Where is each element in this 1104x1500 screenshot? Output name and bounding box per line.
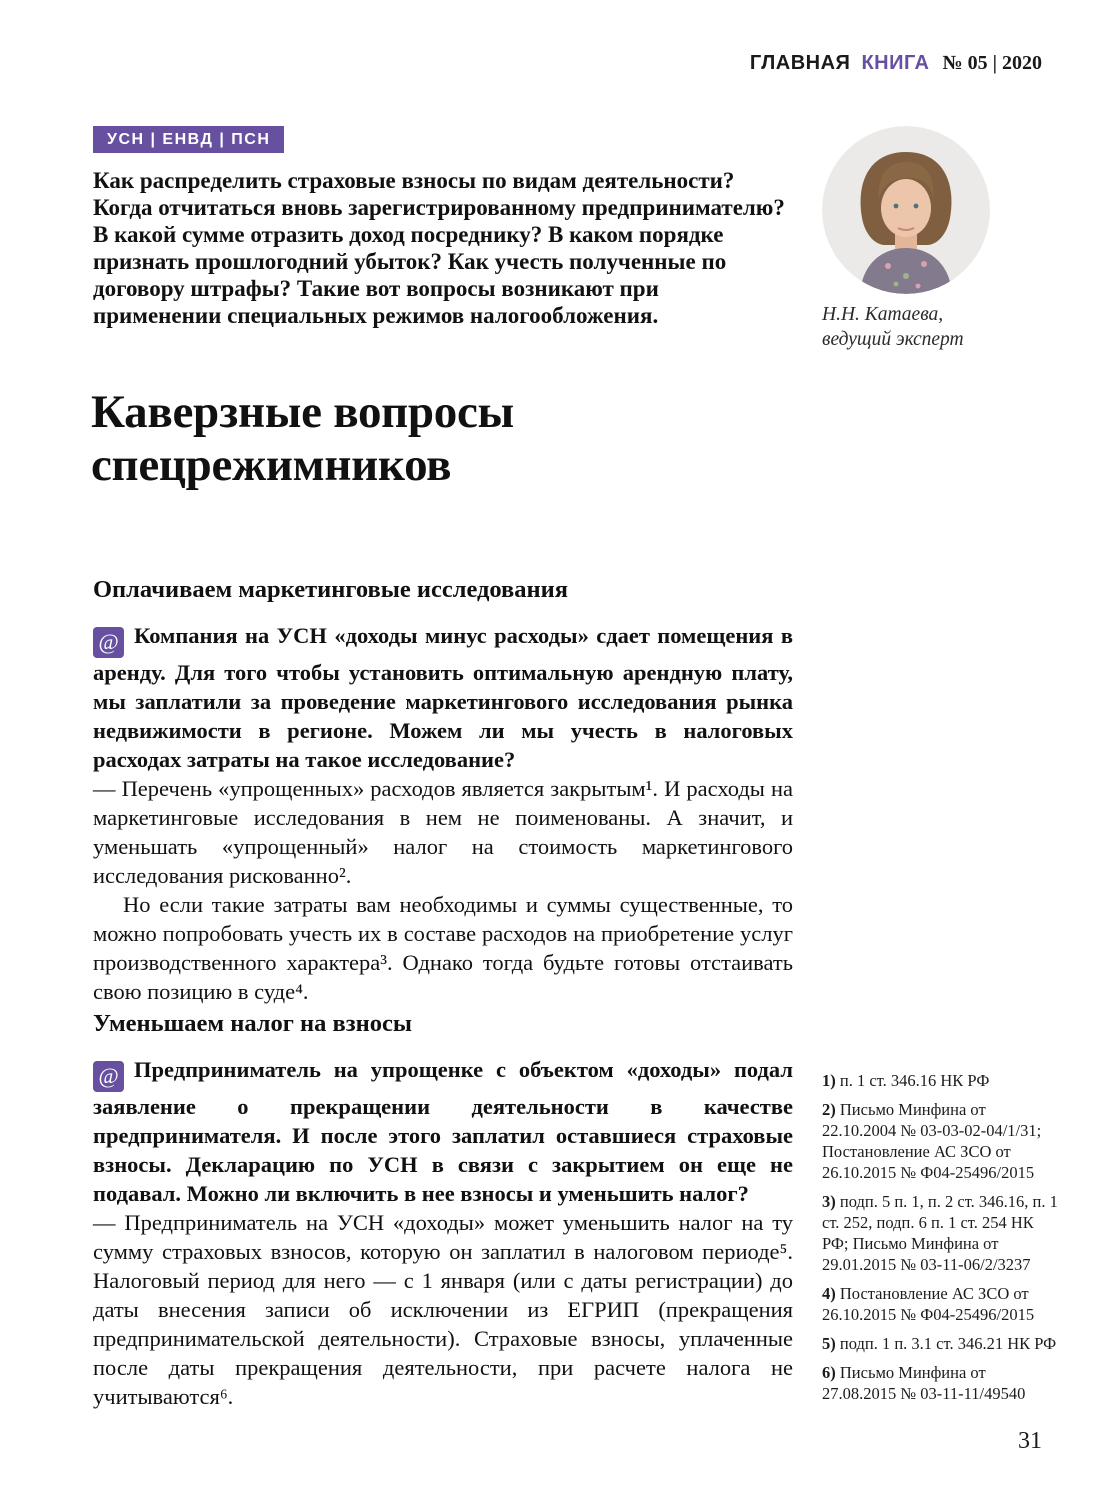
brand-name-part1: ГЛАВНАЯ [749,52,851,74]
section-contributions [93,1010,793,1411]
answer-2-paragraph-1: — Предприниматель на УСН «доходы» может уменьшить налог на ту сумму страховых взносов, которую он заплатил в налоговом периоде⁵. Налоговый период для него — с 1 января (или с даты регистрации) до даты внесения записи об исключении из ЕГРИП (прекращения предпринимательской деятельности). Страховые взносы, уплаченные после даты прекращения деятельности, при расчете налога не учитываются⁶. [93,1210,793,1409]
section-marketing [93,576,793,1006]
footnote-text: п. 1 ст. 346.16 НК РФ [839,1071,990,1090]
at-icon: @ [93,627,124,658]
footnote-item [822,1333,1062,1354]
footnote-text: подп. 5 п. 1, п. 2 ст. 346.16, п. 1 ст. 252, подп. 6 п. 1 ст. 254 НК РФ; Письмо Минфина от 29.01.2015 № 03-11-06/2/3237 [822,1192,1058,1274]
question-1-text: Компания на УСН «доходы минус расходы» сдает помещения в аренду. Для того чтобы установить оптимальную арендную плату, мы заплатили за проведение маркетингового исследования рынка недвижимости в регионе. Можем ли мы учесть в налоговых расходах затраты на такое исследование? [93,623,793,772]
footnotes [822,1070,1062,1412]
footnote-item [822,1099,1062,1183]
footnote-number: 5) [822,1334,836,1353]
author-role: ведущий эксперт [822,329,964,350]
page-number: 31 [1018,1428,1042,1454]
section-heading-1: Оплачиваем маркетинговые исследования [93,576,569,603]
author-portrait-illustration [822,126,990,294]
question-1 [93,621,793,774]
footnote-item [822,1191,1062,1275]
footnote-text: Постановление АС ЗСО от 26.10.2015 № Ф04-25496/2015 [822,1284,1035,1324]
answer-1-paragraph-1: — Перечень «упрощенных» расходов является закрытым¹. И расходы на маркетинговые исследования в нем не поименованы. А значит, и уменьшать «упрощенный» налог на стоимость маркетингового исследования рискованно². [93,776,793,888]
footnote-item [822,1362,1062,1404]
footnote-text: Письмо Минфина от 27.08.2015 № 03-11-11/49540 [822,1363,1026,1403]
footnote-number: 3) [822,1192,836,1211]
footnote-number: 1) [822,1071,836,1090]
category-badge: УСН | ЕНВД | ПСН [93,126,284,153]
intro-lead: Как распределить страховые взносы по видам деятельности? Когда отчитаться вновь зарегистрированному предпринимателю? В какой сумме отразить доход посреднику? В каком порядке признать прошлогодний убыток? Как учесть полученные по договору штрафы? Такие вот вопросы возникают при применении специальных режимов налогообложения. [93,168,785,328]
at-icon: @ [93,1061,124,1092]
footnote-number: 2) [822,1100,836,1119]
article-title: Каверзные вопросы спецрежимников [91,386,514,491]
footnote-item [822,1070,1062,1091]
footnote-text: Письмо Минфина от 22.10.2004 № 03-03-02-04/1/31; Постановление АС ЗСО от 26.10.2015 № Ф04-25496/2015 [822,1100,1042,1182]
footnote-number: 6) [822,1363,836,1382]
issue-number: № 05 | 2020 [942,52,1042,74]
answer-1-paragraph-2: Но если такие затраты вам необходимы и суммы существенные, то можно попробовать учесть их в составе расходов на приобретение услуг производственного характера³. Однако тогда будьте готовы отстаивать свою позицию в суде⁴. [93,892,793,1004]
section-heading-2: Уменьшаем налог на взносы [93,1010,412,1037]
brand-name-part2: КНИГА [861,52,930,74]
footnote-text: подп. 1 п. 3.1 ст. 346.21 НК РФ [839,1334,1057,1353]
question-2 [93,1055,793,1208]
footnote-number: 4) [822,1284,836,1303]
author-photo [822,126,990,294]
author-caption [822,302,964,352]
author-name: Н.Н. Катаева, [822,304,944,325]
footnote-item [822,1283,1062,1325]
question-2-text: Предприниматель на упрощенке с объектом «доходы» подал заявление о прекращении деятельности в качестве предпринимателя. И после этого заплатил оставшиеся страховые взносы. Декларацию по УСН в связи с закрытием он еще не подавал. Можно ли включить в нее взносы и уменьшить налог? [93,1057,793,1206]
page-header [750,52,1042,75]
